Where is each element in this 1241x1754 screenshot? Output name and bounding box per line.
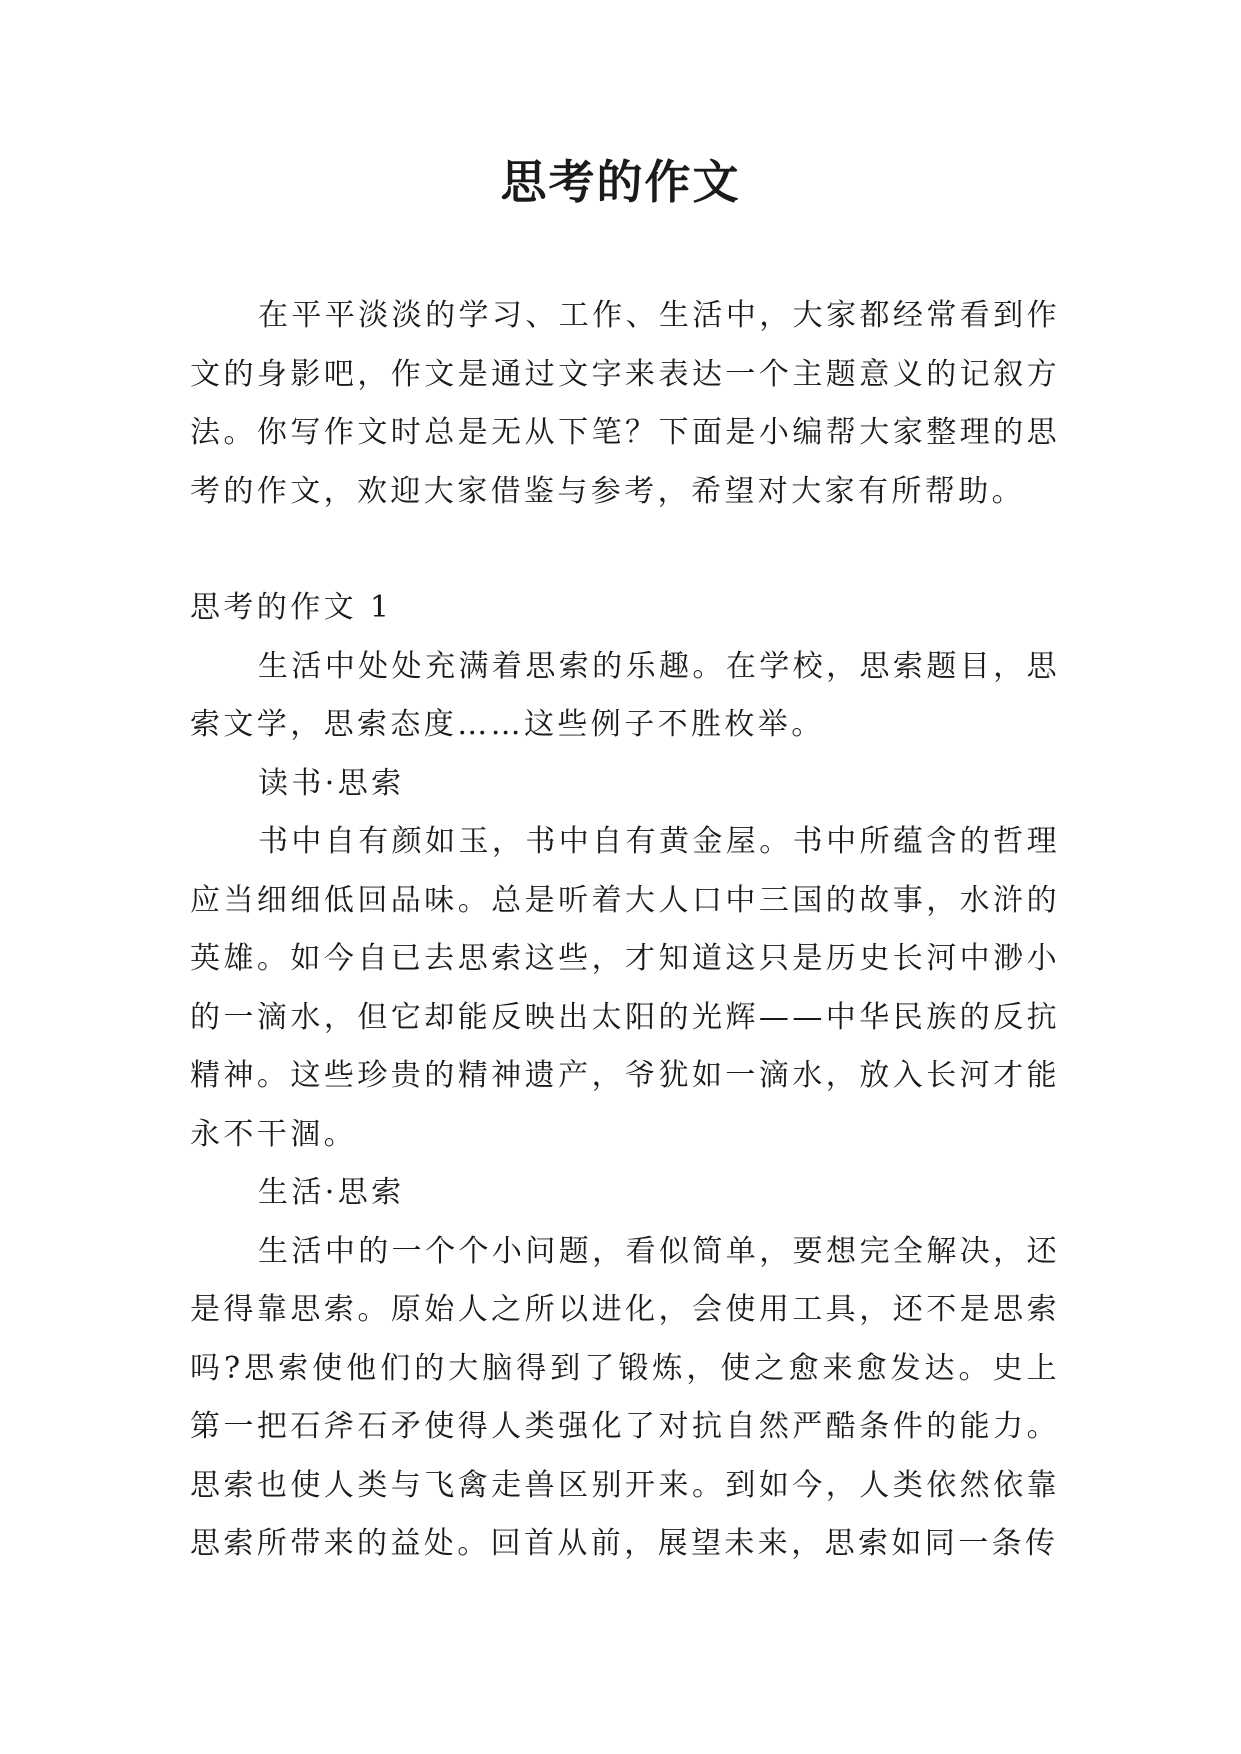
subheading-life: 生活·思索	[258, 1175, 405, 1210]
paragraph-2: 书中自有颜如玉，书中自有黄金屋。书中所蕴含的哲理应当细细低回品味。总是听着大人口中三国的故事，水浒的英雄。如今自已去思索这些，才知道这只是历史长河中渺小的一滴水，但它却能反映出太阳的光辉——中华民族的反抗精神。这些珍贵的精神遗产，爷犹如一滴水，放入长河才能永不干涸。	[190, 824, 1060, 1152]
intro-paragraph: 在平平淡淡的学习、工作、生活中，大家都经常看到作文的身影吧，作文是通过文字来表达一个主题意义的记叙方法。你写作文时总是无从下笔？下面是小编帮大家整理的思考的作文，欢迎大家借鉴与参考，希望对大家有所帮助。	[190, 298, 1060, 509]
document-title: 思考的作文	[500, 155, 741, 209]
paragraph-3: 生活中的一个个小问题，看似简单，要想完全解决，还是得靠思索。原始人之所以进化，会使用工具，还不是思索吗?思索使他们的大脑得到了锻炼，使之愈来愈发达。史上第一把石斧石矛使得人类强化了对抗自然严酷条件的能力。思索也使人类与飞禽走兽区别开来。到如今，人类依然依靠思索所带来的益处。回首从前，展望未来，思索如同一条传	[190, 1233, 1060, 1561]
intro-section	[190, 287, 1060, 521]
section-heading: 思考的作文 1	[190, 590, 393, 625]
essay-section-1	[190, 579, 1060, 1574]
subheading-reading: 读书·思索	[258, 765, 405, 801]
paragraph-1: 生活中处处充满着思索的乐趣。在学校，思索题目，思索文学，思索态度……这些例子不胜枚举。	[190, 648, 1060, 742]
